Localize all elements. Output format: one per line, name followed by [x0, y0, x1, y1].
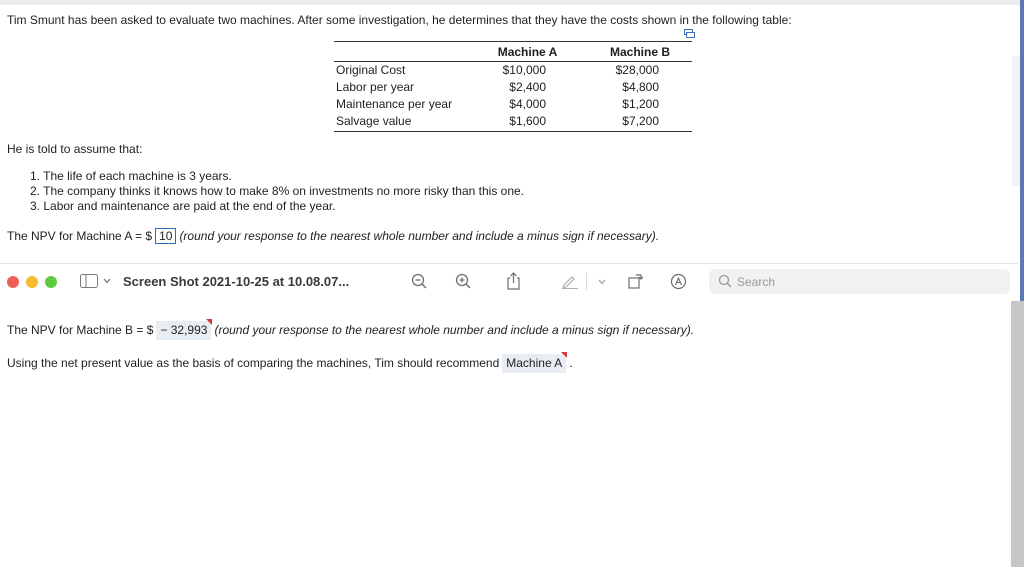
assumption-item: 2. The company thinks it knows how to make 8% on investments no more risky than this one.	[30, 184, 525, 198]
row-label: Maintenance per year	[336, 97, 453, 111]
npv-b-answer-value: − 32,993	[160, 323, 208, 337]
toolbar-divider	[586, 273, 587, 290]
machine-a-value: $2,400	[509, 80, 546, 94]
zoom-window-button[interactable]	[45, 276, 57, 288]
zoom-out-icon[interactable]	[411, 273, 428, 290]
copy-table-icon[interactable]	[684, 29, 695, 38]
recommend-suffix: .	[569, 356, 573, 370]
document-title: Screen Shot 2021-10-25 at 10.08.07...	[123, 274, 350, 289]
sidebar-icon[interactable]	[80, 274, 98, 288]
markup-chevron-down-icon[interactable]	[598, 279, 606, 285]
recommend-answer-value: Machine A	[506, 356, 563, 370]
machine-a-value: $4,000	[509, 97, 546, 111]
table-row	[334, 79, 692, 96]
machine-a-value: $1,600	[467, 113, 588, 132]
recommend-answer-dropdown[interactable]	[502, 354, 566, 373]
search-field[interactable]	[709, 269, 1010, 294]
recommendation-question	[7, 354, 573, 373]
header-machine-a: Machine A	[467, 42, 588, 62]
npv-b-prefix: The NPV for Machine B = $	[7, 323, 154, 337]
row-label: Labor per year	[336, 80, 415, 94]
table-row	[334, 96, 692, 113]
incorrect-flag-icon	[561, 352, 567, 358]
npv-a-prefix: The NPV for Machine A = $	[7, 229, 153, 243]
machine-b-value: $7,200	[588, 113, 692, 132]
problem-intro: Tim Smunt has been asked to evaluate two machines. After some investigation, he determines that they have the costs shown in the following table:	[7, 13, 792, 27]
table-row	[334, 62, 692, 80]
close-window-button[interactable]	[7, 276, 19, 288]
machine-b-value: $28,000	[615, 63, 659, 77]
row-label: Salvage value	[334, 113, 467, 132]
assumption-item: 3. Labor and maintenance are paid at the end of the year.	[30, 199, 336, 213]
machine-b-value: $4,800	[622, 80, 659, 94]
assumptions-intro: He is told to assume that:	[7, 142, 143, 156]
annotate-icon[interactable]	[670, 273, 687, 290]
assumption-item: 1. The life of each machine is 3 years.	[30, 169, 232, 183]
npv-a-answer-field[interactable]: 10	[155, 228, 176, 244]
table-row	[334, 113, 692, 132]
incorrect-flag-icon	[206, 319, 212, 325]
share-icon[interactable]	[506, 272, 521, 290]
rotate-icon[interactable]	[628, 273, 644, 289]
search-placeholder: Search	[737, 275, 776, 289]
npv-a-hint: (round your response to the nearest whole number and include a minus sign if necessary).	[179, 229, 660, 243]
search-icon	[718, 274, 732, 288]
minimize-window-button[interactable]	[26, 276, 38, 288]
top-strip	[0, 0, 1024, 5]
zoom-in-icon[interactable]	[455, 273, 472, 290]
machine-b-value: $1,200	[622, 97, 659, 111]
markup-pen-icon[interactable]	[561, 273, 579, 289]
recommend-prefix: Using the net present value as the basis of comparing the machines, Tim should recommend	[7, 356, 500, 370]
scrollbar[interactable]	[1011, 301, 1024, 567]
chevron-down-icon[interactable]	[103, 278, 111, 284]
machine-a-value: $10,000	[502, 63, 546, 77]
assumptions-list	[30, 169, 524, 214]
header-machine-b: Machine B	[588, 42, 692, 62]
npv-b-answer-field[interactable]	[156, 321, 211, 340]
row-label: Original Cost	[336, 63, 406, 77]
window-edge-shade	[1012, 56, 1020, 186]
npv-machine-b-question	[7, 321, 694, 340]
cost-table	[334, 41, 692, 132]
table-corner	[334, 42, 467, 62]
npv-b-hint: (round your response to the nearest whole number and include a minus sign if necessary).	[214, 323, 695, 337]
npv-machine-a-question	[7, 228, 659, 244]
